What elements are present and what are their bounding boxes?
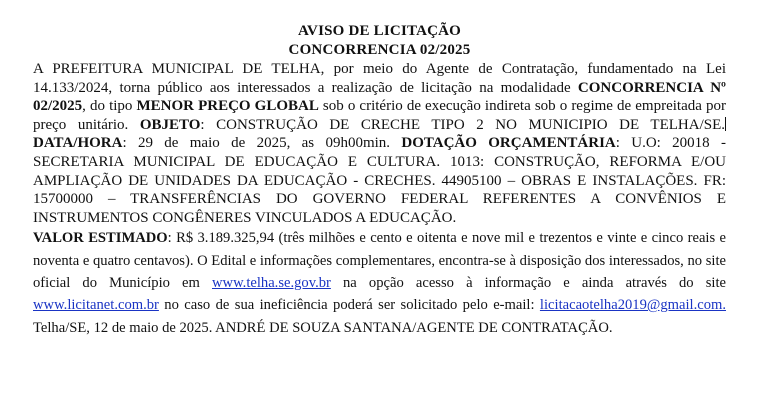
value-label: VALOR ESTIMADO bbox=[33, 230, 168, 247]
budget-text: : U.O: 20018 - SECRETARIA MUNICIPAL DE EDUCAÇÃO E CULTURA. 1013: CONSTRUÇÃO, REFORMA E/OU AMPLIAÇÃO DE UNIDADES DA EDUCAÇÃO - CRECHES. 44905100 – OBRAS E INSTALAÇÕES. FR: 15700000 – TRANSFERÊNCIAS DO GOVERNO FEDERAL REFERENTES A CONVÊNIOS E INSTRUMENTOS CONGÊNERES VINCULADOS A EDUCAÇÃO. bbox=[33, 135, 726, 226]
date-label: DATA/HORA bbox=[33, 135, 123, 152]
notice-main-paragraph bbox=[33, 60, 726, 227]
notice-value-paragraph bbox=[33, 227, 726, 338]
modality-text: CONCORRENCIA Nº 02/2025 bbox=[33, 79, 726, 115]
email-link[interactable]: licitacaotelha2019@gmail.com. bbox=[539, 297, 726, 314]
notice-title: AVISO DE LICITAÇÃO bbox=[297, 23, 462, 39]
site-link-telha[interactable]: www.telha.se.gov.br bbox=[212, 274, 331, 291]
criterion-text: sob o critério de execução indireta sob o regime de empreitada por preço unitário. bbox=[33, 98, 726, 133]
object-label: OBJETO bbox=[139, 116, 201, 133]
object-text: : CONSTRUÇÃO DE CRECHE TIPO 2 NO MUNICIPIO DE TELHA/SE. bbox=[200, 116, 726, 133]
value-text: : R$ 3.189.325,94 (três milhões e cento e oitenta e nove mil e trezentos e vinte e cinco reais e noventa e quatro centavos). O Edital e informações complementares, encontra-se à disposição dos interessados, no site oficial do Município em bbox=[33, 230, 727, 291]
after-site2-text: no caso de sua ineficiência poderá ser solicitado pelo e-mail: bbox=[158, 297, 540, 314]
after-site1-text: na opção acesso à informação e ainda através do site bbox=[330, 274, 726, 291]
site-link-licitanet[interactable]: www.licitanet.com.br bbox=[33, 297, 159, 314]
date-text: : 29 de maio de 2025, as 09h00min. bbox=[122, 135, 402, 152]
notice-subtitle: CONCORRENCIA 02/2025 bbox=[288, 42, 471, 58]
type-text: MENOR PREÇO GLOBAL bbox=[136, 98, 319, 115]
text-cursor bbox=[725, 117, 726, 131]
closing-text: Telha/SE, 12 de maio de 2025. ANDRÉ DE SOUZA SANTANA/AGENTE DE CONTRATAÇÃO. bbox=[33, 319, 613, 336]
notice-document bbox=[33, 22, 726, 339]
type-prefix-text: , do tipo bbox=[82, 98, 137, 115]
budget-label: DOTAÇÃO ORÇAMENTÁRIA bbox=[401, 135, 616, 152]
intro-text: A PREFEITURA MUNICIPAL DE TELHA, por meio do Agente de Contratação, fundamentado na Lei 14.133/2024, torna público aos interessados a realização de licitação na modalidade bbox=[33, 61, 726, 96]
